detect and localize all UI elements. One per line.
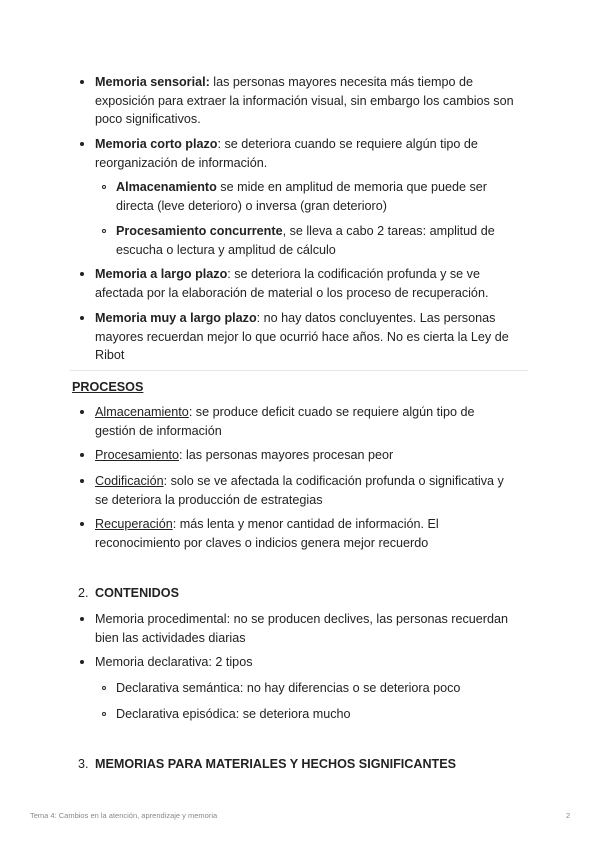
section-number: 3. <box>78 757 89 771</box>
list-item <box>95 309 495 328</box>
item-label: Codificación <box>95 474 164 488</box>
item-label: Procesamiento <box>95 448 179 462</box>
sub-item-text: , se lleva a cabo 2 tareas: amplitud de <box>282 224 495 238</box>
sub-item <box>116 178 487 197</box>
bullet-dot <box>80 316 84 320</box>
item-continuation: se deteriora la producción de estrategias <box>95 492 323 507</box>
bullet-dot <box>80 453 84 457</box>
list-item: Memoria procedimental: no se producen declives, las personas recuerdan <box>95 612 509 626</box>
item-text: las personas mayores necesita más tiempo de <box>209 75 473 89</box>
item-continuation: reorganización de información. <box>95 155 268 170</box>
item-text: : solo se ve afectada la codificación profunda o significativa y <box>163 474 504 488</box>
list-item <box>95 135 478 154</box>
item-label: Almacenamiento <box>95 405 189 419</box>
hollow-bullet <box>102 712 106 716</box>
page-number: 2 <box>566 811 571 820</box>
section-heading <box>95 584 179 603</box>
item-continuation: afectada por la elaboración de material o los proceso de recuperación. <box>95 285 489 300</box>
section-heading-text: CONTENIDOS <box>95 586 179 600</box>
list-item <box>95 403 474 422</box>
item-continuation: Ribot <box>95 348 125 362</box>
bullet-dot <box>80 479 84 483</box>
item-text: : las personas mayores procesan peor <box>179 448 394 462</box>
procesos-heading <box>72 378 143 397</box>
item-continuation: mayores recuerdan mejor lo que ocurrió hace años. No es cierta la Ley de <box>95 329 509 344</box>
item-label: Memoria sensorial: <box>95 75 210 89</box>
section-heading-text: MEMORIAS PARA MATERIALES Y HECHOS SIGNIFICANTES <box>95 757 457 771</box>
item-text: : no hay datos concluyentes. Las personas <box>256 311 496 325</box>
list-item <box>95 265 480 284</box>
sub-item-continuation: escucha o lectura y amplitud de cálculo <box>116 242 336 257</box>
hollow-bullet <box>102 686 106 690</box>
item-text: : más lenta y menor cantidad de información. El <box>172 517 439 531</box>
item-label: Memoria corto plazo <box>95 137 218 151</box>
list-item <box>95 515 439 534</box>
item-continuation: poco significativos. <box>95 112 201 126</box>
item-text: : se deteriora la codificación profunda y se ve <box>227 267 480 281</box>
list-item <box>95 472 504 491</box>
sub-item-continuation: directa (leve deterioro) o inversa (gran deterioro) <box>116 198 387 213</box>
hollow-bullet <box>102 229 106 233</box>
bullet-dot <box>80 272 84 276</box>
bullet-dot <box>80 522 84 526</box>
item-label: Memoria a largo plazo <box>95 267 228 281</box>
list-item <box>95 73 473 92</box>
bullet-dot <box>80 617 84 621</box>
sub-item-label: Procesamiento concurrente <box>116 224 283 238</box>
bullet-dot <box>80 142 84 146</box>
bullet-dot <box>80 80 84 84</box>
bullet-dot <box>80 410 84 414</box>
item-label: Memoria muy a largo plazo <box>95 311 257 325</box>
item-text: : se deteriora cuando se requiere algún tipo de <box>217 137 478 151</box>
item-label: Recuperación <box>95 517 173 531</box>
item-continuation: gestión de información <box>95 423 222 438</box>
section-number: 2. <box>78 586 89 600</box>
bullet-dot <box>80 660 84 664</box>
footer-title: Tema 4: Cambios en la atención, aprendizaje y memoria <box>30 811 218 820</box>
sub-item: Declarativa episódica: se deteriora mucho <box>116 707 351 721</box>
hollow-bullet <box>102 185 106 189</box>
sub-item: Declarativa semántica: no hay diferencias o se deteriora poco <box>116 681 461 695</box>
item-continuation: reconocimiento por claves o indicios genera mejor recuerdo <box>95 535 429 550</box>
item-continuation: bien las actividades diarias <box>95 630 246 645</box>
sub-item <box>116 222 495 241</box>
list-item <box>95 446 393 465</box>
item-continuation: exposición para extraer la información visual, sin embargo los cambios son <box>95 93 514 108</box>
item-text: : se produce deficit cuado se requiere algún tipo de <box>188 405 475 419</box>
list-item: Memoria declarativa: 2 tipos <box>95 655 253 669</box>
sub-item-text: se mide en amplitud de memoria que puede ser <box>216 180 487 194</box>
section-heading <box>95 755 456 774</box>
procesos-heading-text: PROCESOS <box>72 380 144 394</box>
section-divider <box>70 370 528 371</box>
sub-item-label: Almacenamiento <box>116 180 217 194</box>
